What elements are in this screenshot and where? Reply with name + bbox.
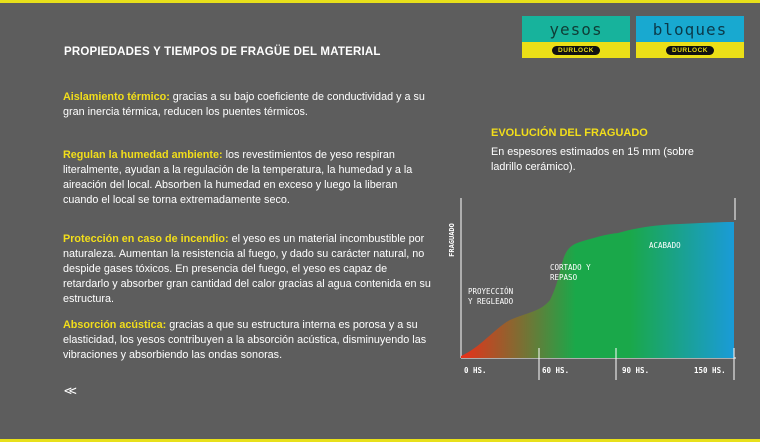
back-nav-button[interactable]: << [64,384,74,399]
section-heading: Protección en caso de incendio: [63,233,229,245]
tick-label-60: 60 HS. [542,366,570,375]
section-heading: Regulan la humedad ambiente: [63,149,223,161]
bloques-logo-button[interactable] [636,16,744,58]
phase-label-acabado: ACABADO [649,241,681,250]
fraguado-chart [440,190,745,385]
durlock-brand-badge: DURLOCK [552,46,600,55]
phase-label-cortado: CORTADO Y [550,263,591,272]
phase-label-proyeccion: PROYECCIÓN [468,287,514,296]
tick-label-0: 0 HS. [464,366,487,375]
section-text: gracias a que su estructura interna es porosa y a su elasticidad, los yesos contribuyen a la absorción acústica, disminuyendo las vibraciones y absorbiendo las ondas sonoras. [63,319,427,361]
tick-label-90: 90 HS. [622,366,650,375]
section-text: el yeso es un material incombustible por naturaleza. Aumentan la resistencia al fuego, y dado su carácter natural, no despide gases tóxicos. En presencia del fuego, el yeso es capaz de retardarlo y absorber gran cantidad del calor gracias al agua contenida en su estructura. [63,233,431,305]
section-aislamiento [63,90,433,120]
section-incendio [63,232,433,307]
section-text: gracias a su bajo coeficiente de conductividad y a su gran inercia térmica, reducen los puentes térmicos. [63,91,425,118]
chart-subtitle: En espesores estimados en 15 mm (sobre ladrillo cerámico). [491,146,694,173]
bloques-logo-label: bloques [636,16,744,42]
section-heading: Aislamiento térmico: [63,91,170,103]
phase-label-proyeccion-2: Y REGLEADO [468,297,514,306]
section-acustica [63,318,433,363]
section-humedad [63,148,433,208]
yesos-logo-button[interactable] [522,16,630,58]
tick-label-150: 150 HS. [694,366,726,375]
top-accent-bar [0,0,760,3]
section-heading: Absorción acústica: [63,319,167,331]
y-axis-label: FRAGUADO [448,223,456,257]
phase-label-cortado-2: REPASO [550,273,578,282]
section-text: los revestimientos de yeso respiran literalmente, ayudan a la regulación de la temperatura, la humedad y a la aireación del local. Absorben la humedad en exceso y luego la liberan cuando el local se torna extremadamente seco. [63,149,413,206]
yesos-logo-label: yesos [522,16,630,42]
page-title: PROPIEDADES Y TIEMPOS DE FRAGÜE DEL MATERIAL [64,46,381,58]
chart-title: EVOLUCIÓN DEL FRAGUADO [491,127,648,139]
durlock-brand-badge: DURLOCK [666,46,714,55]
